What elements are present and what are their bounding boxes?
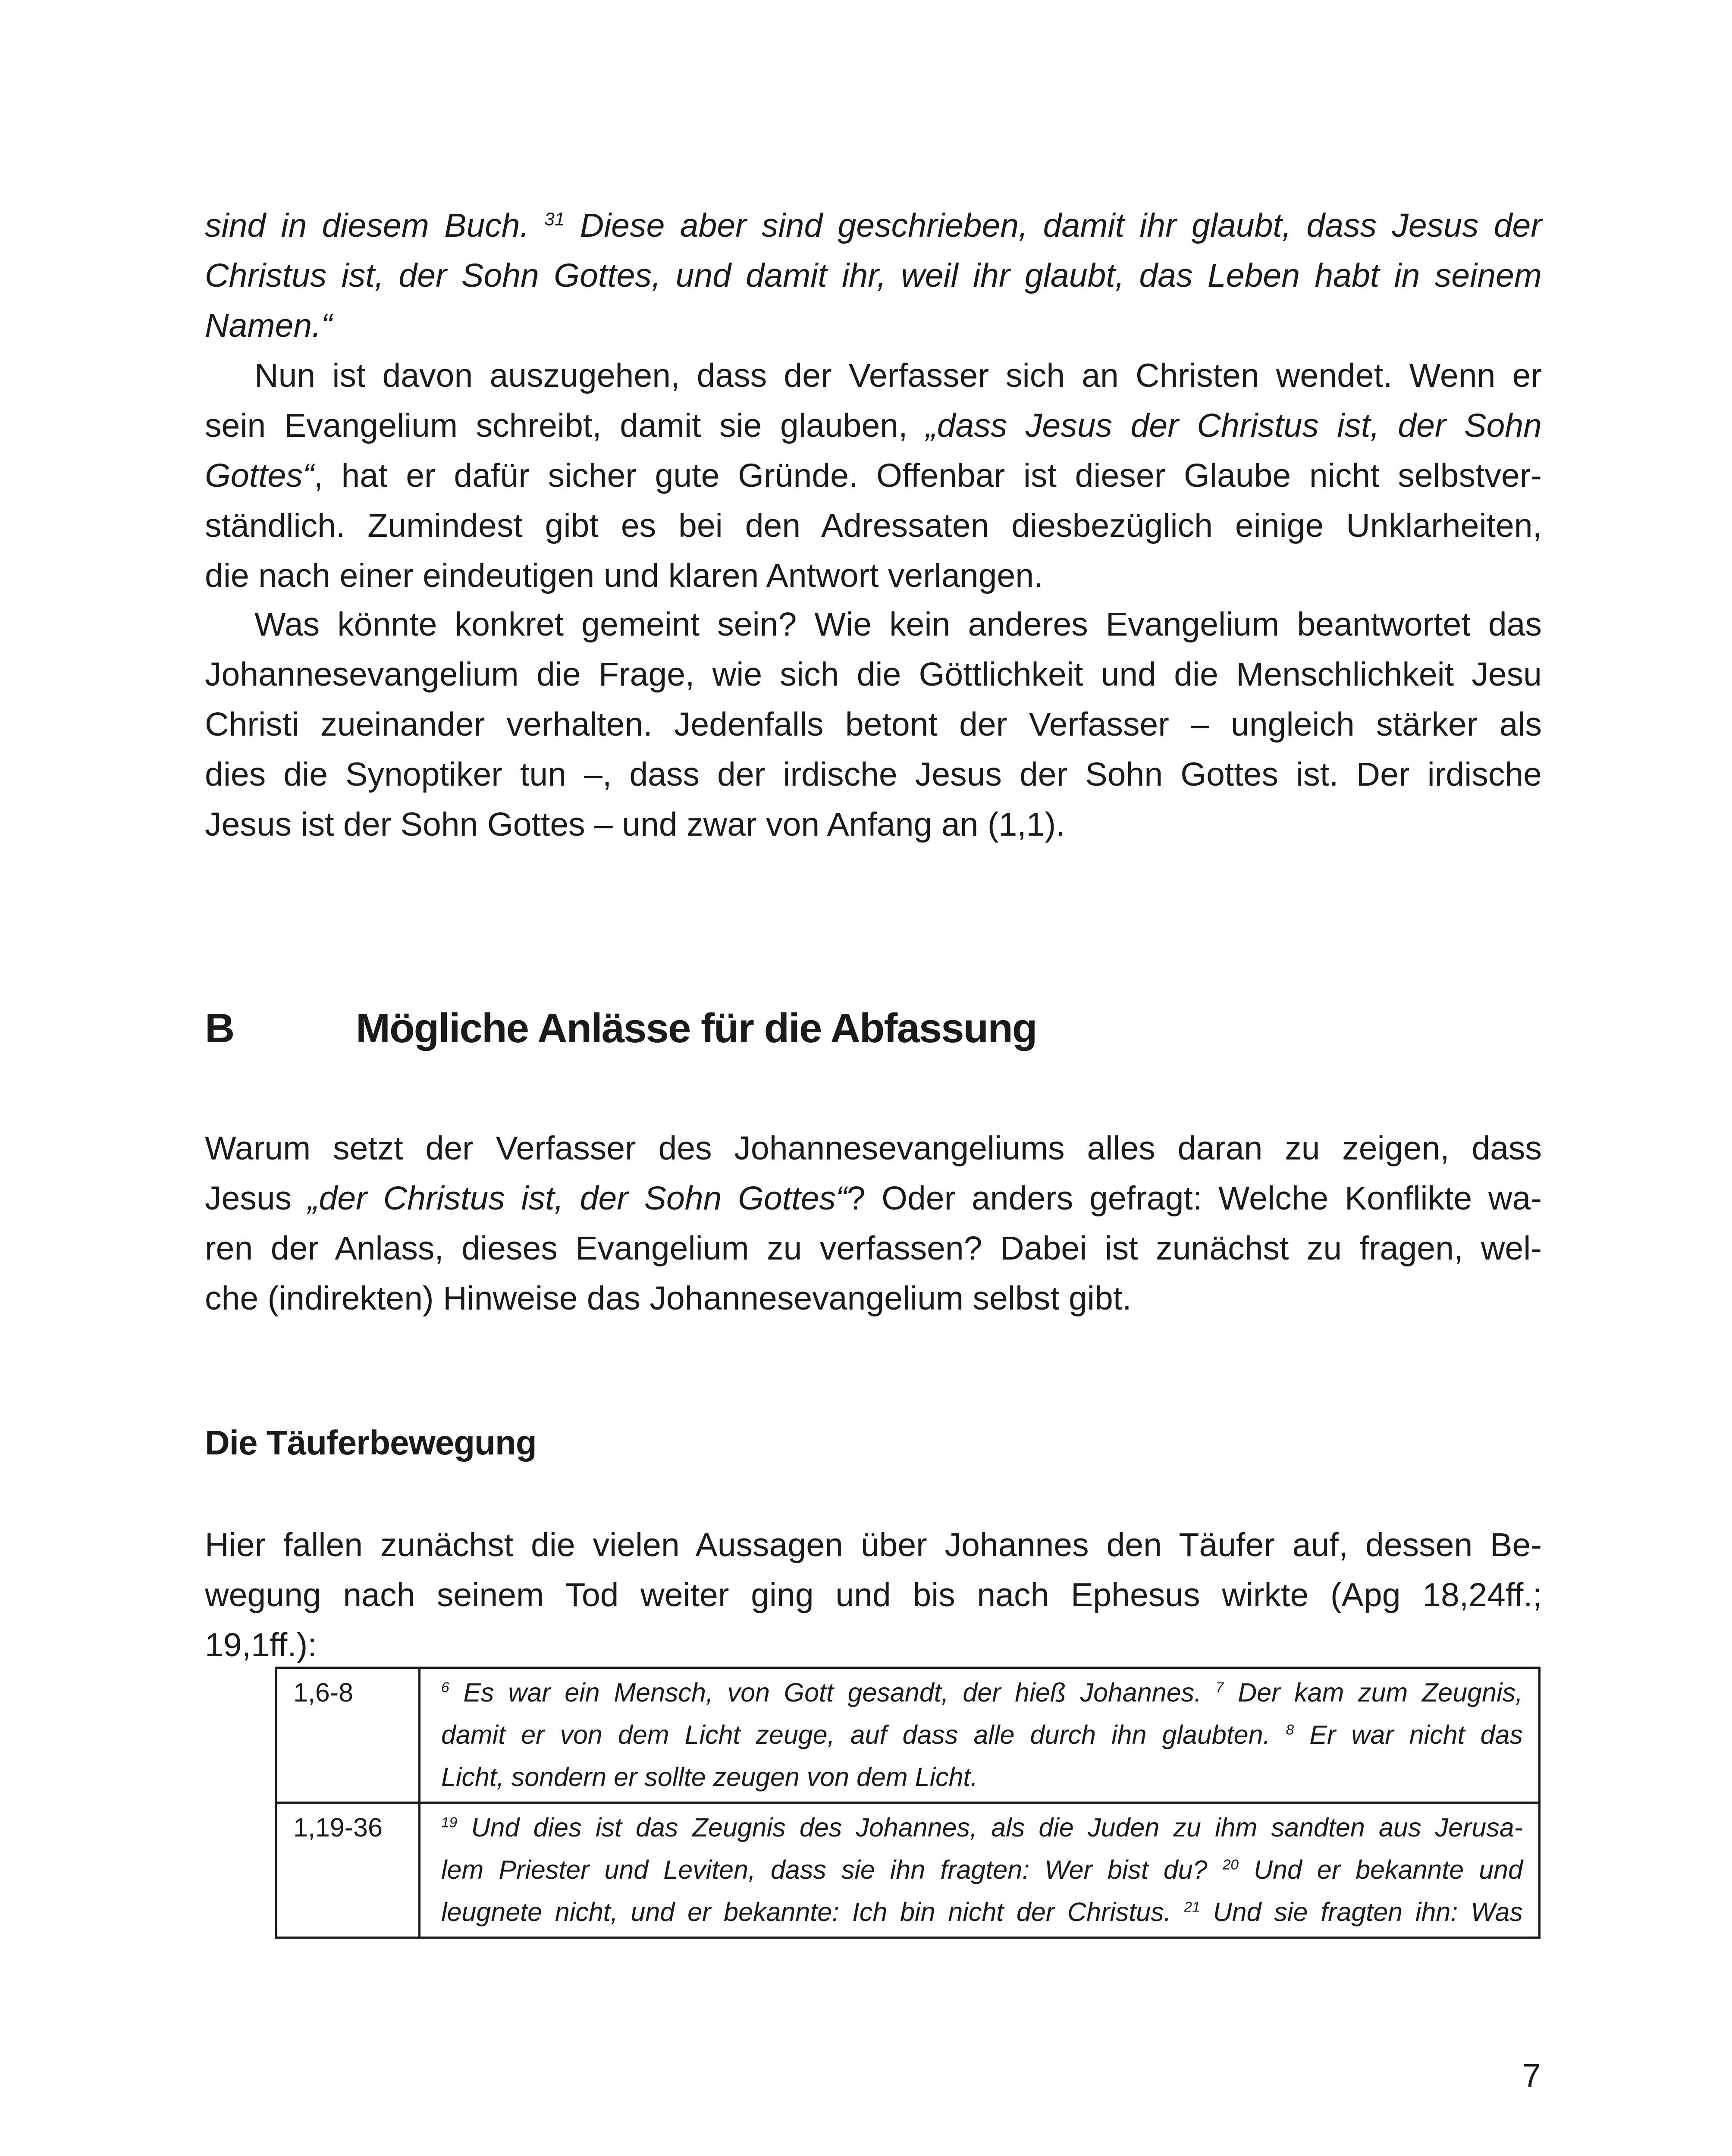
verse-number: 21 bbox=[1184, 1899, 1200, 1915]
paragraph-2 bbox=[205, 599, 1542, 849]
quote-line-2: Christus ist, der Sohn Gottes, und damit ihr, weil ihr glaubt, das Leben habt in seinem bbox=[205, 257, 1542, 294]
subsection-heading: Die Täuferbewegung bbox=[205, 1423, 537, 1462]
text-line: Gottes“, hat er dafür sicher gute Gründe. Offenbar ist dieser Glaube nicht selbstver- bbox=[205, 457, 1542, 494]
text-line: Jesus „der Christus ist, der Sohn Gottes“? Oder anders gefragt: Welche Konflikte wa- bbox=[205, 1180, 1542, 1217]
table-row bbox=[276, 1668, 1540, 1803]
verse-text: $^{19}$ Und dies ist das Zeugnis des Johannes, als die Juden zu ihm sandten aus Jerusa- lem Priester und Leviten, dass sie ihn fragten: Wer bist du? $^{20}$ Und er bekannte und leugnete nicht, und er bekannte: Ich bin nicht der Christus. $^{21}$ Und sie fragten ihn: Was bbox=[420, 1803, 1540, 1938]
intro-quote bbox=[205, 201, 1542, 351]
paragraph-4 bbox=[205, 1520, 1542, 1670]
verse-number: 20 bbox=[1222, 1857, 1239, 1873]
table-row bbox=[276, 1803, 1540, 1938]
page-number: 7 bbox=[1522, 2057, 1541, 2094]
text-line: che (indirekten) Hinweise das Johannesevangelium selbst gibt. bbox=[205, 1280, 1132, 1317]
text-line: Hier fallen zunächst die vielen Aussagen über Johannes den Täufer auf, dessen Be- bbox=[205, 1526, 1542, 1564]
verse-number: 19 bbox=[441, 1814, 458, 1831]
text-line: die nach einer eindeutigen und klaren Antwort verlangen. bbox=[205, 557, 1043, 594]
quote-paragraph bbox=[205, 201, 1542, 351]
quote-line-1: sind in diesem Buch. $^{31}$ Diese aber sind geschrieben, damit ihr glaubt, dass Jesus der bbox=[205, 207, 1542, 244]
verse-number: 8 bbox=[1286, 1722, 1294, 1738]
text-line: Warum setzt der Verfasser des Johannesevangeliums alles daran zu zeigen, dass bbox=[205, 1130, 1542, 1167]
verse-table bbox=[275, 1667, 1541, 1939]
verse-number: 6 bbox=[441, 1680, 449, 1696]
verse-reference: 1,6-8 bbox=[276, 1668, 420, 1803]
text-line: Johannesevangelium die Frage, wie sich die Göttlichkeit und die Menschlichkeit Jesu bbox=[205, 656, 1542, 693]
text-line: Christi zueinander verhalten. Jedenfalls betont der Verfasser – ungleich stärker als bbox=[205, 706, 1542, 743]
text-line: ren der Anlass, dieses Evangelium zu verfassen? Dabei ist zunächst zu fragen, wel- bbox=[205, 1230, 1542, 1267]
verse-number: 31 bbox=[544, 209, 565, 229]
text-line: Was könnte konkret gemeint sein? Wie kein anderes Evangelium beantwortet das bbox=[254, 606, 1542, 643]
text-line: Jesus ist der Sohn Gottes – und zwar von Anfang an (1,1). bbox=[205, 806, 1065, 843]
text-line: sein Evangelium schreibt, damit sie glauben, „dass Jesus der Christus ist, der Sohn bbox=[205, 407, 1542, 444]
text-line: wegung nach seinem Tod weiter ging und bis nach Ephesus wirkte (Apg 18,24ff.; bbox=[205, 1576, 1542, 1614]
section-letter: B bbox=[205, 1005, 234, 1051]
text-line: Nun ist davon auszugehen, dass der Verfasser sich an Christen wendet. Wenn er bbox=[254, 357, 1542, 394]
text-line: 19,1ff.): bbox=[205, 1626, 317, 1664]
verse-number: 7 bbox=[1215, 1680, 1224, 1696]
paragraph-3 bbox=[205, 1123, 1542, 1323]
quote-line-3: Namen.“ bbox=[205, 307, 333, 344]
text-line: dies die Synoptiker tun –, dass der irdische Jesus der Sohn Gottes ist. Der irdische bbox=[205, 756, 1542, 793]
paragraph-1 bbox=[205, 351, 1542, 601]
section-title: Mögliche Anlässe für die Abfassung bbox=[356, 1005, 1037, 1051]
verse-text: $^6$ Es war ein Mensch, von Gott gesandt, der hieß Johannes. $^7$ Der kam zum Zeugnis, damit er von dem Licht zeuge, auf dass alle durch ihn glaubten. $^8$ Er war nicht das Licht, sondern er sollte zeugen von dem Licht. bbox=[420, 1668, 1540, 1803]
text-line: ständlich. Zumindest gibt es bei den Adressaten diesbezüglich einige Unklarheiten, bbox=[205, 507, 1542, 544]
verse-reference: 1,19-36 bbox=[276, 1803, 420, 1938]
